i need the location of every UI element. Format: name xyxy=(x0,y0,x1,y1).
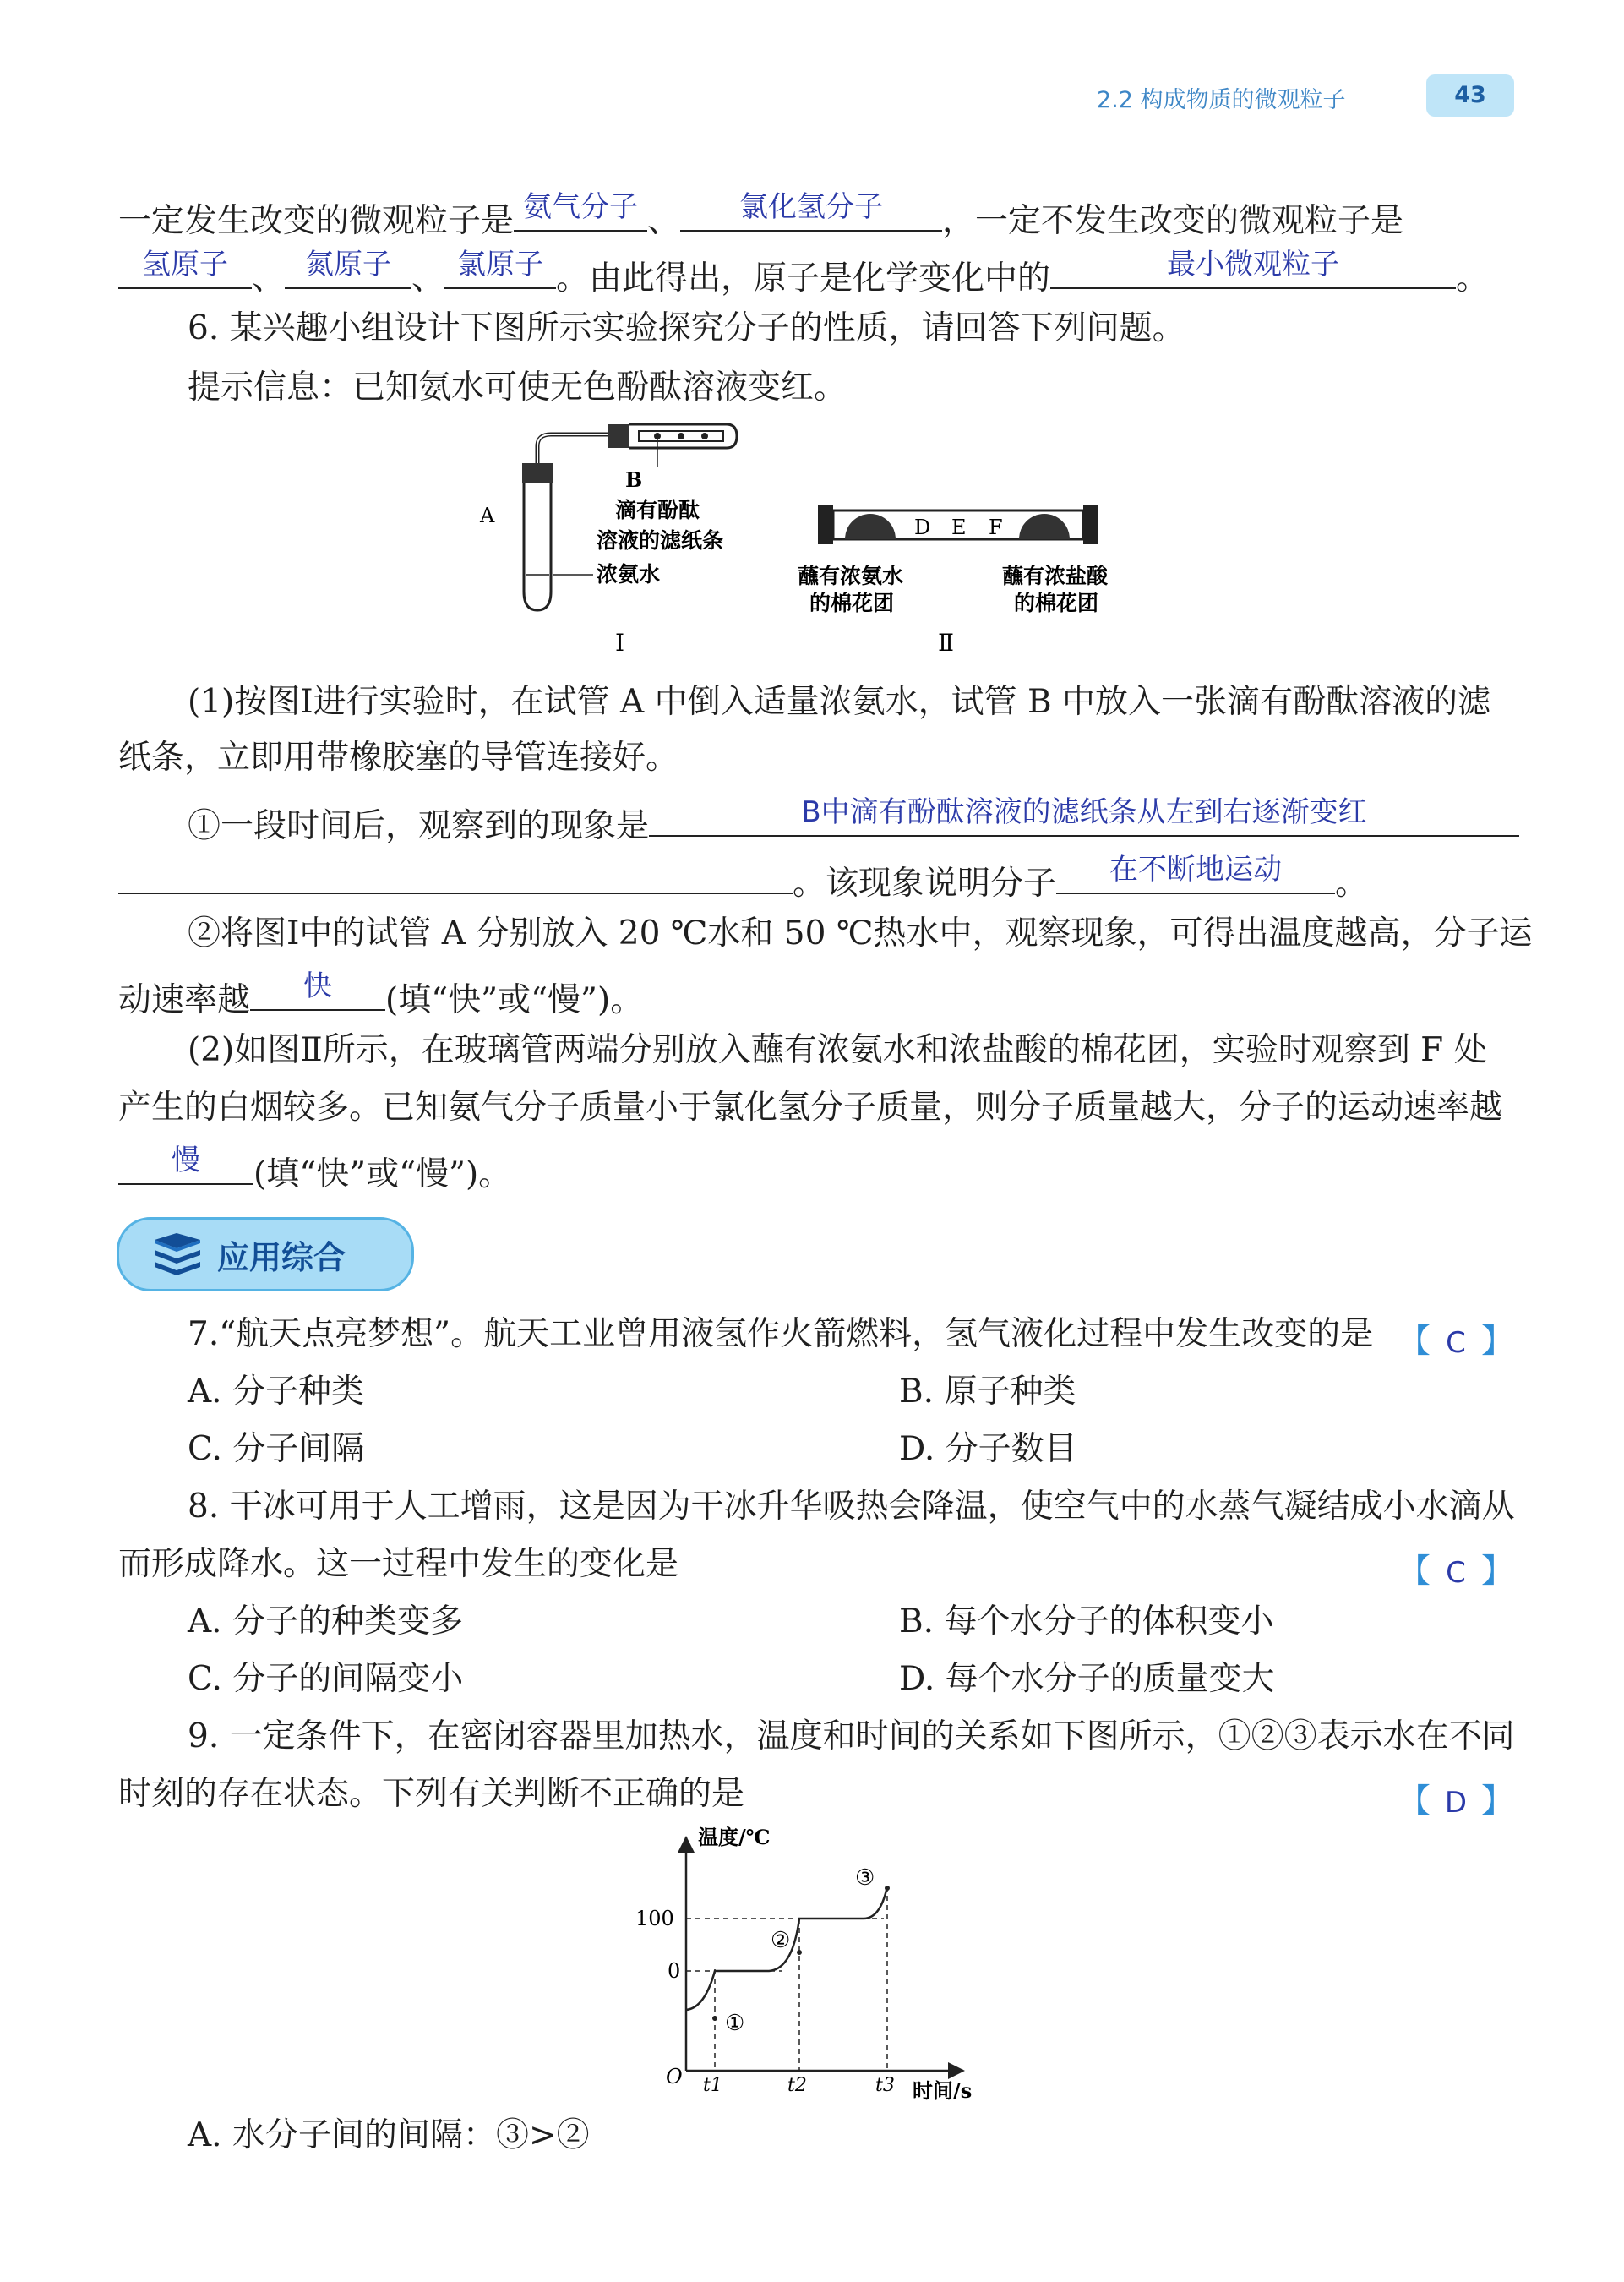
label-e: E xyxy=(951,516,967,539)
q9-stem-line1: 9. 一定条件下，在密闭容器里加热水，温度和时间的关系如下图所示，①②③表示水在不同 xyxy=(188,1717,1515,1755)
q8-option-d: D. 每个水分子的质量变大 xyxy=(899,1660,1275,1698)
stopper-left xyxy=(818,505,833,544)
label-paper-2: 溶液的滤纸条 xyxy=(597,528,724,553)
label-left-1: 蘸有浓氨水 xyxy=(798,564,904,588)
answer-blank: 氯化氢分子 xyxy=(680,193,942,232)
y-tick-0: 0 xyxy=(668,1959,681,1983)
q9-answer-bracket: 【 D 】 xyxy=(1398,1782,1515,1821)
q8-option-c: C. 分子的间隔变小 xyxy=(188,1660,464,1698)
point-1 xyxy=(712,2016,717,2021)
figure-2 xyxy=(798,505,1109,657)
y-tick-100: 100 xyxy=(635,1907,674,1930)
answer-blank: 慢 xyxy=(118,1146,253,1185)
x-axis-label: 时间/s xyxy=(913,2078,973,2103)
q6-p1a-line2: 。该现象说明分子 在不断地运动 。 xyxy=(118,855,1368,904)
label-right-2: 的棉花团 xyxy=(1014,591,1099,615)
cotton-ammonia xyxy=(845,514,896,539)
q5-line1: 一定发生改变的微观粒子是 氨气分子 、 氯化氢分子 ，一定不发生改变的微观粒子是 xyxy=(118,190,1404,240)
q9-stem-line2: 时刻的存在状态。下列有关判断不正确的是 xyxy=(118,1775,745,1813)
q6-p1a-line1: ①一段时间后，观察到的现象是 B中滴有酚酞溶液的滤纸条从左到右逐渐变红 xyxy=(188,798,1519,847)
q6-p2-line3: 慢 (填“快”或“慢”)。 xyxy=(118,1146,511,1195)
q7-option-c: C. 分子间隔 xyxy=(188,1430,365,1468)
x-tick-t1: t1 xyxy=(703,2075,722,2096)
origin-label: O xyxy=(666,2065,683,2088)
answer-blank xyxy=(118,855,793,894)
figure-1-caption: Ⅰ xyxy=(615,629,625,657)
q7-option-a: A. 分子种类 xyxy=(188,1373,364,1411)
x-tick-t3: t3 xyxy=(875,2075,895,2096)
q9-answer: D xyxy=(1444,1786,1468,1820)
test-tube-a xyxy=(524,473,551,610)
q7-option-d: D. 分子数目 xyxy=(899,1430,1077,1468)
answer-blank: 氮原子 xyxy=(285,250,411,289)
q6-p2-line1: (2)如图Ⅱ所示，在玻璃管两端分别放入蘸有浓氨水和浓盐酸的棉花团，实验时观察到 F 处 xyxy=(188,1031,1487,1069)
q7-stem: 7.“航天点亮梦想”。航天工业曾用液氢作火箭燃料，氢气液化过程中发生改变的是 xyxy=(188,1315,1374,1353)
answer-blank: 氯原子 xyxy=(444,250,556,289)
page-number: 43 xyxy=(1426,74,1514,117)
label-left-2: 的棉花团 xyxy=(809,591,895,615)
q7-answer-bracket: 【 C 】 xyxy=(1398,1323,1515,1361)
label-paper-1: 滴有酚酞 xyxy=(615,498,700,522)
q8-stem-line2: 而形成降水。这一过程中发生的变化是 xyxy=(118,1545,679,1583)
point-label-3: ③ xyxy=(855,1865,875,1891)
q6-hint: 提示信息：已知氨水可使无色酚酞溶液变红。 xyxy=(188,369,847,407)
section-banner xyxy=(117,1217,414,1291)
point-2 xyxy=(797,1950,802,1955)
q6-p1b-line1: ②将图Ⅰ中的试管 A 分别放入 20 ℃水和 50 ℃热水中，观察现象，可得出温度越高，分子运 xyxy=(188,914,1533,953)
answer-blank: 最小微观粒子 xyxy=(1050,250,1456,289)
stack-books-icon xyxy=(151,1233,204,1275)
q7-answer: C xyxy=(1446,1326,1466,1360)
answer-blank: 氢原子 xyxy=(118,250,252,289)
q9-option-a: A. 水分子间的间隔：③>② xyxy=(188,2116,590,2154)
connecting-tube xyxy=(537,434,617,463)
rubber-stopper-b xyxy=(608,424,629,448)
point-3 xyxy=(885,1886,890,1891)
figure-1 xyxy=(479,424,737,657)
q6-p1b-line2: 动速率越 快 (填“快”或“慢”)。 xyxy=(118,969,644,1019)
x-tick-t2: t2 xyxy=(787,2075,807,2096)
temperature-time-chart xyxy=(635,1825,997,2105)
label-ammonia: 浓氨水 xyxy=(597,562,661,587)
cotton-hcl xyxy=(1019,514,1070,539)
banner-title: 应用综合 xyxy=(217,1239,346,1276)
label-right-1: 蘸有浓盐酸 xyxy=(1002,564,1109,588)
label-b: B xyxy=(625,467,643,492)
label-d: D xyxy=(914,516,931,539)
section-title: 2.2 构成物质的微观粒子 xyxy=(1097,87,1346,113)
experiment-figure xyxy=(473,423,1149,668)
y-axis-label: 温度/℃ xyxy=(698,1825,771,1849)
q6-stem: 6. 某兴趣小组设计下图所示实验探究分子的性质，请回答下列问题。 xyxy=(188,309,1185,347)
label-a: A xyxy=(480,504,495,527)
answer-blank: 在不断地运动 xyxy=(1056,855,1335,894)
q5-line2: 氢原子 、 氮原子 、 氯原子 。由此得出，原子是化学变化中的 最小微观粒子 。 xyxy=(118,250,1489,299)
q8-option-b: B. 每个水分子的体积变小 xyxy=(899,1602,1274,1641)
stopper-right xyxy=(1083,505,1098,544)
q8-answer-bracket: 【 C 】 xyxy=(1398,1553,1515,1591)
answer-blank: B中滴有酚酞溶液的滤纸条从左到右逐渐变红 xyxy=(649,798,1519,837)
figure-2-caption: Ⅱ xyxy=(938,629,955,657)
q6-p1-line1: (1)按图Ⅰ进行实验时，在试管 A 中倒入适量浓氨水，试管 B 中放入一张滴有酚酞溶液的滤 xyxy=(188,683,1491,721)
q8-stem-line1: 8. 干冰可用于人工增雨，这是因为干冰升华吸热会降温，使空气中的水蒸气凝结成小水滴从 xyxy=(188,1488,1515,1526)
q8-answer: C xyxy=(1446,1556,1466,1590)
q6-p2-line2: 产生的白烟较多。已知氨气分子质量小于氯化氢分子质量，则分子质量越大，分子的运动速率越 xyxy=(118,1089,1503,1127)
label-f: F xyxy=(989,516,1003,539)
q7-option-b: B. 原子种类 xyxy=(899,1373,1076,1411)
point-label-2: ② xyxy=(771,1928,791,1953)
q8-option-a: A. 分子的种类变多 xyxy=(188,1602,463,1641)
rubber-stopper-a xyxy=(522,463,553,483)
q6-p1-line2: 纸条，立即用带橡胶塞的导管连接好。 xyxy=(118,739,679,777)
answer-blank: 快 xyxy=(250,972,385,1011)
answer-blank: 氨气分子 xyxy=(514,193,647,232)
point-label-1: ① xyxy=(725,2011,745,2036)
